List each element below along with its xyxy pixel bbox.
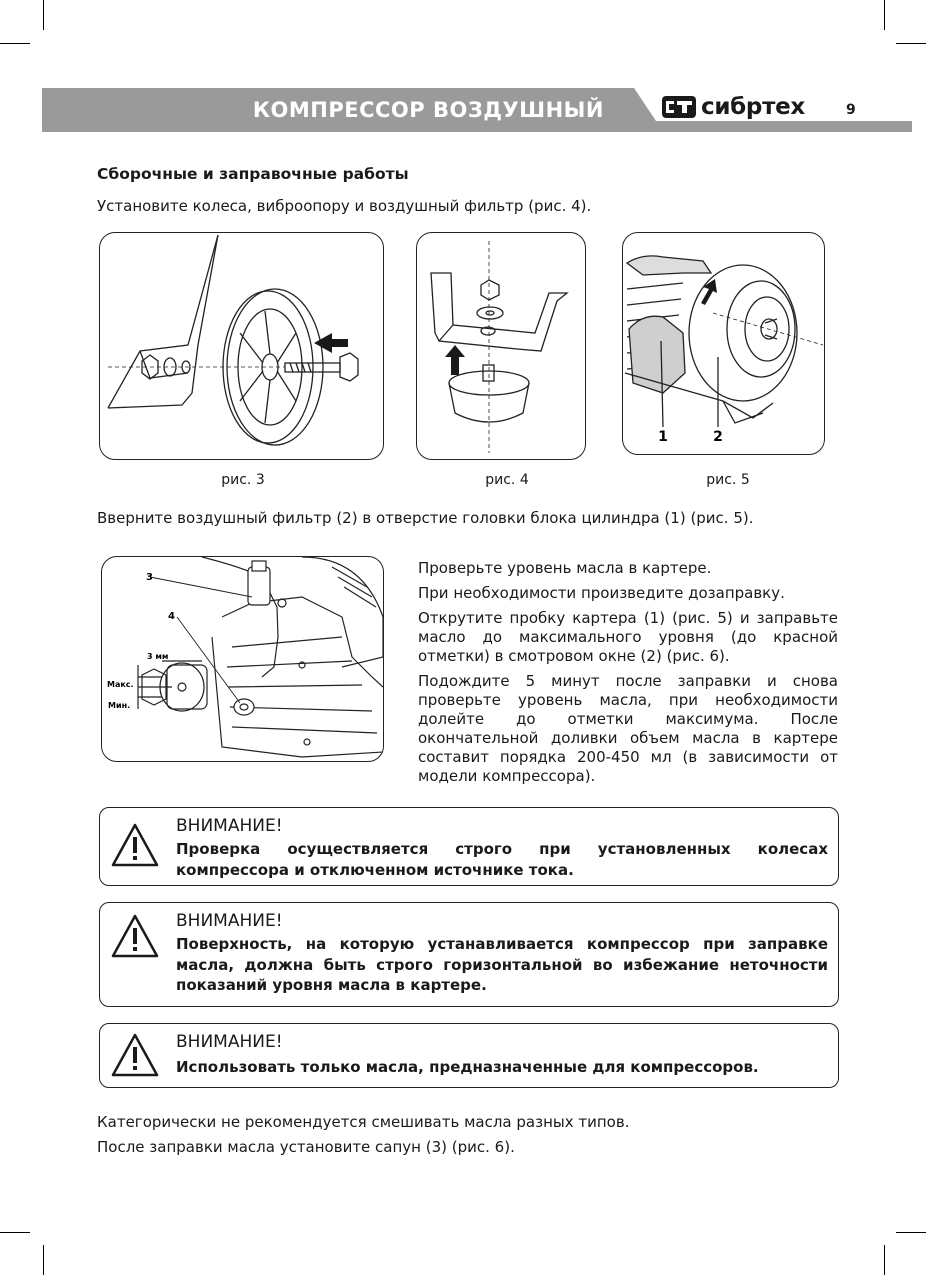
- fig4-caption: рис. 4: [485, 472, 529, 488]
- warning-text: Использовать только масла, предназначенные для компрессоров.: [176, 1058, 759, 1076]
- warning-title: ВНИМАНИЕ!: [176, 816, 283, 836]
- footer-line-2: После заправки масла установите сапун (3) (рис. 6).: [97, 1138, 515, 1156]
- fig6-min-label: Мин.: [108, 701, 131, 710]
- fig6-mm-label: 3 мм: [147, 652, 169, 661]
- warning-icon: [110, 822, 160, 868]
- crop-mark: [43, 1245, 44, 1275]
- warning-box-3: [99, 1023, 839, 1088]
- warning-text: Проверка осуществляется строго при установленных колесах компрессора и отключенном источнике тока.: [176, 840, 828, 879]
- foot-illustration: [417, 233, 585, 459]
- crop-mark: [896, 1232, 926, 1233]
- crop-mark: [884, 0, 885, 30]
- install-text: Установите колеса, виброопору и воздушный фильтр (рис. 4).: [97, 197, 592, 215]
- crop-mark: [884, 1245, 885, 1275]
- fig5-caption: рис. 5: [706, 472, 750, 488]
- warning-title: ВНИМАНИЕ!: [176, 1032, 283, 1052]
- brand-logo-icon: [662, 94, 696, 120]
- page-number: 9: [846, 102, 856, 118]
- warning-icon: [110, 913, 160, 959]
- oil-paragraph-1: Проверьте уровень масла в картере.: [418, 559, 712, 577]
- fig5-label-2: 2: [713, 429, 723, 445]
- figure-wheel: [99, 232, 384, 460]
- filter-instruction: Вверните воздушный фильтр (2) в отверстие головки блока цилиндра (1) (рис. 5).: [97, 509, 754, 527]
- warning-box-1: [99, 807, 839, 886]
- figure-crankcase: [101, 556, 384, 762]
- figure-foot: [416, 232, 586, 460]
- fig6-max-label: Макс.: [107, 680, 134, 689]
- filter-illustration: [623, 233, 824, 454]
- crop-mark: [0, 1232, 30, 1233]
- warning-icon: [110, 1032, 160, 1078]
- header-title: КОМПРЕССОР ВОЗДУШНЫЙ: [252, 98, 604, 122]
- oil-paragraph-4: Подождите 5 минут после заправки и снова проверьте уровень масла, при необходимости долейте до отметки максимума. После окончательной доливки объем масла в картере составит порядка 200-450 мл (в зависимости от модели компрессора).: [418, 672, 838, 785]
- figure-filter: [622, 232, 825, 455]
- section-heading: Сборочные и заправочные работы: [97, 165, 409, 183]
- wheel-illustration: [100, 233, 383, 459]
- crop-mark: [0, 43, 30, 44]
- crop-mark: [43, 0, 44, 30]
- fig6-label-4: 4: [168, 611, 175, 622]
- crop-mark: [896, 43, 926, 44]
- crankcase-illustration: [102, 557, 383, 761]
- footer-line-1: Категорически не рекомендуется смешивать масла разных типов.: [97, 1113, 630, 1131]
- fig5-label-1: 1: [658, 429, 668, 445]
- oil-paragraph-2: При необходимости произведите дозаправку.: [418, 584, 785, 602]
- warning-box-2: [99, 902, 839, 1007]
- brand-name: сибртех: [701, 94, 805, 120]
- warning-text: Поверхность, на которую устанавливается компрессор при заправке масла, должна быть строго горизонтальной во избежание неточности показаний уровня масла в картере.: [176, 935, 828, 994]
- oil-paragraph-3: Открутите пробку картера (1) (рис. 5) и заправьте масло до максимального уровня (до красной отметки) в смотровом окне (2) (рис. 6).: [418, 609, 838, 665]
- fig6-label-3: 3: [146, 572, 153, 583]
- fig3-caption: рис. 3: [221, 472, 265, 488]
- oil-instructions: [418, 559, 838, 792]
- warning-title: ВНИМАНИЕ!: [176, 911, 283, 931]
- brand-logo: [662, 92, 805, 122]
